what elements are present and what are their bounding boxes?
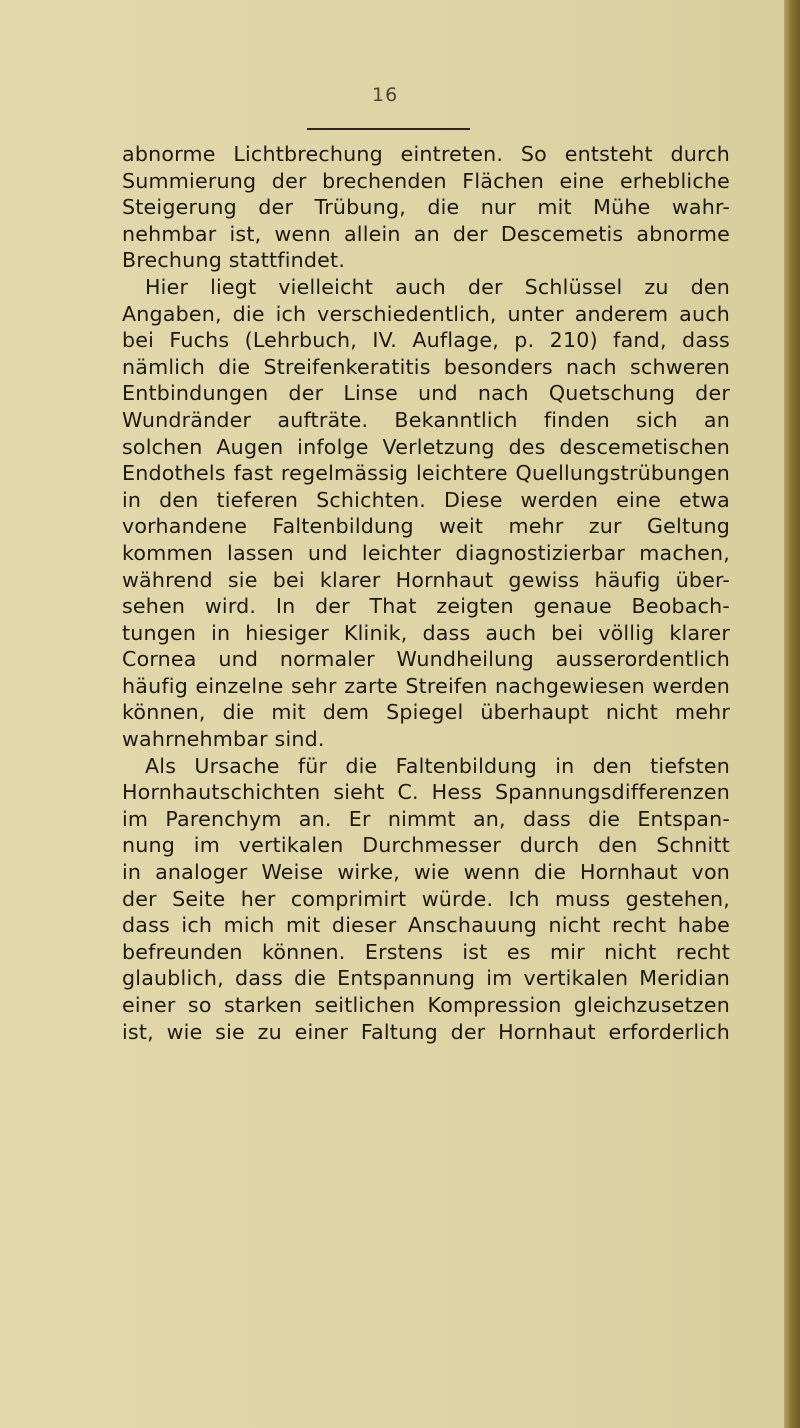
text-line: der Seite her comprimirt würde. Ich muss gestehen, <box>122 886 730 911</box>
text-line: Brechung stattfindet. <box>122 248 346 273</box>
text-line: in analoger Weise wirke, wie wenn die Hornhaut von <box>122 860 730 885</box>
text-line: in den tieferen Schichten. Diese werden eine etwa <box>122 487 730 512</box>
text-line: ist, wie sie zu einer Faltung der Hornhaut erforderlich <box>122 1019 730 1044</box>
page-edge <box>784 0 800 1428</box>
text-line: abnorme Lichtbrechung eintreten. So entsteht durch <box>122 142 730 166</box>
text-line: können, die mit dem Spiegel überhaupt nicht mehr <box>122 700 730 725</box>
text-line: Als Ursache für die Faltenbildung in den tiefsten <box>145 753 730 778</box>
text-line: einer so starken seitlichen Kompression gleichzusetzen <box>122 993 730 1017</box>
header-rule <box>307 128 470 130</box>
text-line: Endothels fast regelmässig leichtere Quellungstrübungen <box>122 461 730 486</box>
text-line: Angaben, die ich verschiedentlich, unter anderem auch <box>122 301 730 326</box>
text-line: Hier liegt vielleicht auch der Schlüssel zu den <box>145 274 730 299</box>
text-line: während sie bei klarer Hornhaut gewiss häufig über- <box>122 567 730 592</box>
text-line: nung im vertikalen Durchmesser durch den Schnitt <box>122 833 730 858</box>
text-line: nehmbar ist, wenn allein an der Descemetis abnorme <box>122 221 730 246</box>
text-line: kommen lassen und leichter diagnostizierbar machen, <box>122 540 730 565</box>
text-line: solchen Augen infolge Verletzung des descemetischen <box>122 434 730 459</box>
text-line: sehen wird. In der That zeigten genaue Beobach- <box>122 594 730 619</box>
text-line: Summierung der brechenden Flächen eine erhebliche <box>122 168 730 193</box>
text-line: dass ich mich mit dieser Anschauung nicht recht habe <box>122 913 730 938</box>
text-line: tungen in hiesiger Klinik, dass auch bei völlig klarer <box>122 620 730 645</box>
text-line: Wundränder aufträte. Bekanntlich finden sich an <box>122 407 730 432</box>
text-line: häufig einzelne sehr zarte Streifen nachgewiesen werden <box>122 673 730 698</box>
text-line: Entbindungen der Linse und nach Quetschung der <box>122 381 730 406</box>
text-line: befreunden können. Erstens ist es mir nicht recht <box>122 939 730 964</box>
text-line: Hornhautschichten sieht C. Hess Spannungsdifferenzen <box>122 780 730 805</box>
text-line: im Parenchym an. Er nimmt an, dass die Entspan- <box>122 806 730 831</box>
body-text <box>122 141 730 1045</box>
text-line: glaublich, dass die Entspannung im vertikalen Meridian <box>122 966 730 991</box>
page-number: 16 <box>372 84 399 106</box>
text-line: Cornea und normaler Wundheilung ausserordentlich <box>122 647 730 672</box>
text-line: wahrnehmbar sind. <box>122 727 325 752</box>
text-line: vorhandene Faltenbildung weit mehr zur Geltung <box>122 514 730 539</box>
text-line: bei Fuchs (Lehrbuch, IV. Auflage, p. 210) fand, dass <box>122 328 730 353</box>
text-line: nämlich die Streifenkeratitis besonders nach schweren <box>122 354 730 379</box>
text-line: Steigerung der Trübung, die nur mit Mühe wahr- <box>122 195 730 220</box>
